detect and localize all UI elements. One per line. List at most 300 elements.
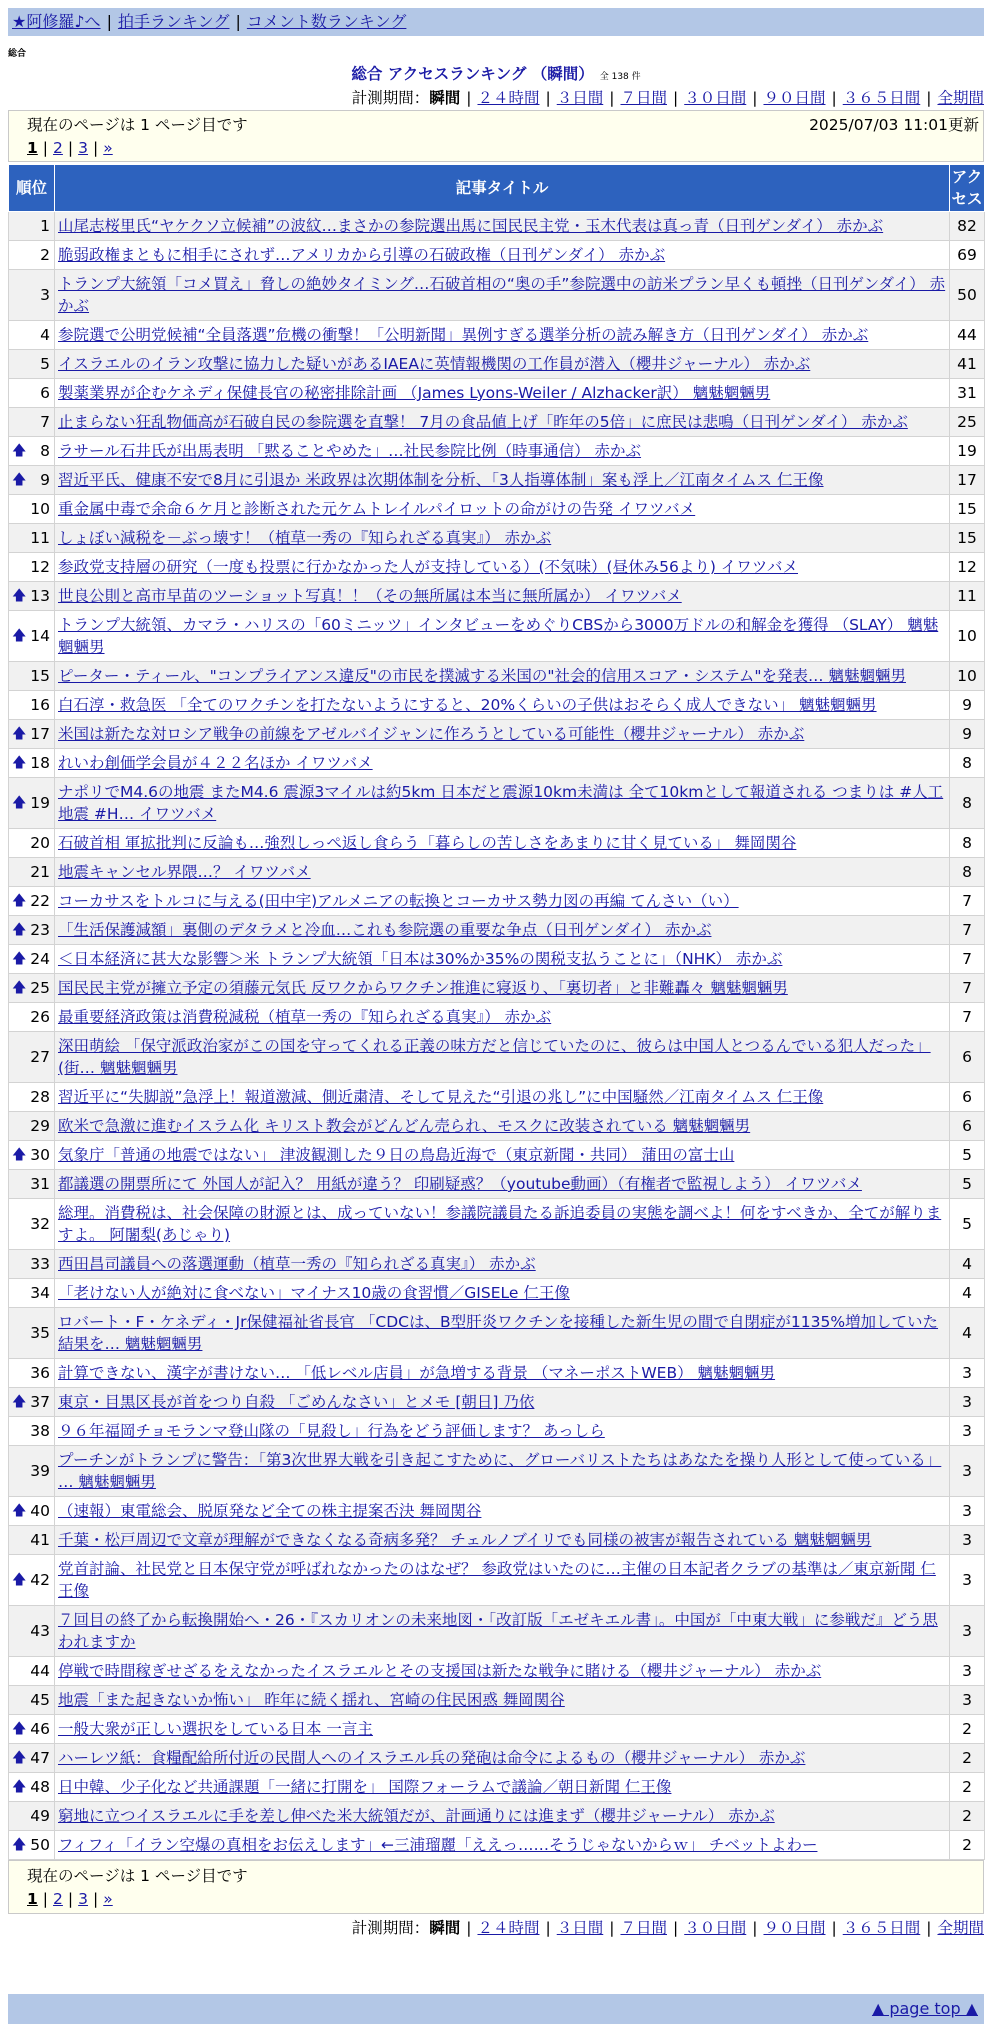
page-separator: | — [42, 139, 49, 157]
article-link[interactable]: 窮地に立つイスラエルに手を差し伸べた米大統領だが、計画通りには進まず（櫻井ジャーナル） 赤かぶ — [58, 1807, 775, 1825]
top-navigation — [8, 8, 984, 36]
next-page-link[interactable]: » — [103, 139, 113, 157]
table-row — [9, 1388, 985, 1417]
title-cell — [55, 1497, 950, 1526]
title-cell — [55, 1773, 950, 1802]
rank-number: 35 — [30, 1324, 50, 1342]
table-row — [9, 1715, 985, 1744]
table-row — [9, 437, 985, 466]
rank-number: 19 — [30, 794, 50, 812]
rank-header: 順位 — [9, 165, 55, 212]
table-row — [9, 611, 985, 662]
rank-number: 18 — [30, 754, 50, 772]
article-link[interactable]: 深田萌絵 「保守派政治家がこの国を守ってくれる正義の味方だと信じていたのに、彼らは中国人とつるんでいる犯人だった」(街… 魑魅魍魎男 — [58, 1037, 931, 1077]
table-row — [9, 691, 985, 720]
table-row — [9, 524, 985, 553]
rank-cell — [9, 1003, 55, 1032]
up-arrow-icon: 🡅 — [12, 1572, 27, 1588]
rank-cell — [9, 1112, 55, 1141]
period-label: 計測期間： — [351, 89, 430, 107]
article-link[interactable]: イスラエルのイラン攻撃に協力した疑いがあるIAEAに英情報機関の工作員が潜入（櫻井ジャーナル） 赤かぶ — [58, 355, 811, 373]
page-link[interactable]: 3 — [78, 1890, 89, 1908]
article-link[interactable]: 党首討論、社民党と日本保守党が呼ばれなかったのはなぜ？ 参政党はいたのに…主催の日本記者クラブの基準は／東京新聞 仁王像 — [58, 1560, 936, 1600]
rank-cell — [9, 1170, 55, 1199]
rank-number: 29 — [30, 1117, 50, 1135]
article-link[interactable]: 石破首相 軍拡批判に反論も…強烈しっぺ返し食らう「暮らしの苦しさをあまりに甘く見ている」 舞岡関谷 — [58, 834, 797, 852]
title-cell — [55, 379, 950, 408]
title-cell — [55, 1686, 950, 1715]
period-option-link[interactable]: ３日間 — [556, 1919, 604, 1937]
rank-cell — [9, 1032, 55, 1083]
access-count: 50 — [950, 270, 985, 321]
article-link[interactable]: 計算できない、漢字が書けない… 「低レベル店員」が急増する背景 （マネーポストWEB） 魑魅魍魎男 — [58, 1364, 776, 1382]
rank-cell — [9, 1083, 55, 1112]
article-link[interactable]: プーチンがトランプに警告：「第3次世界大戦を引き起こすために、グローバリストたちはあなたを操り人形として使っている」 … 魑魅魍魎男 — [58, 1451, 942, 1491]
period-option-link[interactable]: ９０日間 — [763, 89, 826, 107]
page-separator: | — [93, 1890, 99, 1908]
table-row — [9, 1773, 985, 1802]
rank-cell — [9, 1831, 55, 1860]
rank-number: 10 — [30, 500, 50, 518]
title-cell — [55, 1657, 950, 1686]
page-separator: | — [67, 1890, 74, 1908]
rank-cell — [9, 829, 55, 858]
access-count: 7 — [950, 916, 985, 945]
table-row — [9, 1657, 985, 1686]
up-arrow-icon: 🡅 — [12, 1394, 27, 1410]
up-arrow-icon: 🡅 — [12, 1503, 27, 1519]
table-row — [9, 1032, 985, 1083]
up-arrow-icon: 🡅 — [12, 443, 27, 459]
table-row — [9, 408, 985, 437]
title-cell — [55, 1032, 950, 1083]
article-link[interactable]: 世良公則と高市早苗のツーショット写真！！（その無所属は本当に無所属か） イワツバメ — [58, 587, 682, 605]
rank-number: 3 — [40, 286, 50, 304]
up-arrow-icon: 🡅 — [12, 1750, 27, 1766]
rank-cell — [9, 945, 55, 974]
title-cell — [55, 1083, 950, 1112]
period-option-link[interactable]: ３６５日間 — [842, 89, 921, 107]
rank-cell — [9, 720, 55, 749]
rank-cell — [9, 1446, 55, 1497]
title-cell — [55, 778, 950, 829]
article-link[interactable]: ＜日本経済に甚大な影響＞米 トランプ大統領「日本は30%か35%の関税支払うことに」（NHK） 赤かぶ — [58, 950, 783, 968]
article-link[interactable]: 参政党支持層の研究（一度も投票に行かなかった人が支持している）(不気味）(昼休み56より) イワツバメ — [58, 558, 798, 576]
table-row — [9, 582, 985, 611]
up-arrow-icon: 🡅 — [12, 1147, 27, 1163]
table-row — [9, 1359, 985, 1388]
access-count: 41 — [950, 350, 985, 379]
title-cell — [55, 1308, 950, 1359]
access-count: 17 — [950, 466, 985, 495]
up-arrow-icon: 🡅 — [12, 980, 27, 996]
rank-number: 31 — [30, 1175, 50, 1193]
rank-number: 22 — [30, 892, 50, 910]
article-link[interactable]: 総理。消費税は、社会保障の財源とは、成っていない！参議院議員たる訴追委員の実態を調べよ！何をすべきか、全てが解りますよ。 阿闍梨(あじゃり) — [58, 1204, 942, 1244]
page-title — [0, 62, 992, 84]
rank-number: 14 — [30, 627, 50, 645]
title-cell — [55, 1831, 950, 1860]
article-link[interactable]: れいわ創価学会員が４２２名ほか イワツバメ — [58, 754, 373, 772]
paging-box-top — [8, 110, 984, 162]
access-count: 6 — [950, 1083, 985, 1112]
access-count: 5 — [950, 1141, 985, 1170]
page-link[interactable]: 2 — [53, 139, 63, 157]
pagination-top — [27, 137, 983, 160]
rank-cell — [9, 1417, 55, 1446]
rank-number: 25 — [30, 979, 50, 997]
article-link[interactable]: トランプ大統領「コメ買え」脅しの絶妙タイミング…石破首相の“奥の手”参院選中の訪米プラン早くも頓挫（日刊ゲンダイ） 赤かぶ — [58, 275, 946, 315]
table-row — [9, 350, 985, 379]
access-count: 8 — [950, 749, 985, 778]
access-count: 9 — [950, 720, 985, 749]
period-current: 瞬間 — [429, 89, 461, 107]
period-separator: | — [752, 1919, 758, 1937]
access-count: 3 — [950, 1657, 985, 1686]
article-link[interactable]: 習近平氏、健康不安で8月に引退か 米政界は次期体制を分析、「3人指導体制」案も浮上／江南タイムス 仁王像 — [58, 471, 824, 489]
rank-number: 30 — [30, 1146, 50, 1164]
article-link[interactable]: （速報）東電総会、脱原発など全ての株主提案否決 舞岡関谷 — [58, 1502, 482, 1520]
rank-number: 7 — [40, 413, 50, 431]
rank-cell — [9, 495, 55, 524]
access-count: 7 — [950, 1003, 985, 1032]
ranking-title: 総合 アクセスランキング （瞬間） — [351, 65, 594, 83]
period-label: 計測期間： — [351, 1919, 430, 1937]
page-link[interactable]: 2 — [53, 1890, 63, 1908]
period-separator: | — [609, 1919, 615, 1937]
rank-number: 20 — [30, 834, 50, 852]
article-link[interactable]: 地震キャンセル界隈…？ イワツバメ — [58, 863, 311, 881]
title-cell — [55, 1170, 950, 1199]
period-separator: | — [926, 89, 932, 107]
article-link[interactable]: ハーレツ紙：食糧配給所付近の民間人へのイスラエル兵の発砲は命令によるもの（櫻井ジャーナル） 赤かぶ — [58, 1749, 806, 1767]
title-cell — [55, 1526, 950, 1555]
rank-cell — [9, 408, 55, 437]
title-cell — [55, 408, 950, 437]
access-count: 5 — [950, 1199, 985, 1250]
table-row — [9, 321, 985, 350]
title-cell — [55, 270, 950, 321]
title-cell — [55, 1417, 950, 1446]
title-cell — [55, 212, 950, 241]
rank-cell — [9, 1606, 55, 1657]
up-arrow-icon: 🡅 — [12, 1837, 27, 1853]
access-count: 3 — [950, 1686, 985, 1715]
period-option-link[interactable]: ２４時間 — [477, 1919, 540, 1937]
rank-cell — [9, 611, 55, 662]
access-count: 7 — [950, 974, 985, 1003]
title-cell — [55, 1003, 950, 1032]
period-option-link[interactable]: 全期間 — [937, 1919, 984, 1937]
current-page-number: 1 — [27, 139, 38, 157]
table-row — [9, 1170, 985, 1199]
page-status: 現在のページは 1 ページ目です — [27, 116, 248, 134]
period-separator: | — [926, 1919, 932, 1937]
rank-cell — [9, 321, 55, 350]
period-option-link[interactable]: 全期間 — [937, 89, 984, 107]
title-cell — [55, 611, 950, 662]
article-link[interactable]: 止まらない狂乱物価高が石破自民の参院選を直撃！ 7月の食品値上げ「昨年の5倍」に庶民は悲鳴（日刊ゲンダイ） 赤かぶ — [58, 413, 908, 431]
article-link[interactable]: 西田昌司議員への落選運動（植草一秀の『知られざる真実』） 赤かぶ — [58, 1255, 536, 1273]
page-link[interactable]: 3 — [78, 139, 89, 157]
table-row — [9, 1417, 985, 1446]
period-separator: | — [466, 1919, 472, 1937]
rank-number: 21 — [30, 863, 50, 881]
title-cell — [55, 1199, 950, 1250]
rank-cell — [9, 691, 55, 720]
access-count: 4 — [950, 1250, 985, 1279]
article-link[interactable]: 「生活保護減額」裏側のデタラメと冷血…これも参院選の重要な争点（日刊ゲンダイ） 赤かぶ — [58, 921, 712, 939]
up-arrow-icon: 🡅 — [12, 472, 27, 488]
title-cell — [55, 350, 950, 379]
rank-cell — [9, 887, 55, 916]
article-link[interactable]: ロバート・F・ケネディ・Jr保健福祉省長官 「CDCは、B型肝炎ワクチンを接種した新生児の間で自閉症が1135%増加していた結果を… 魑魅魍魎男 — [58, 1313, 939, 1353]
period-separator: | — [545, 89, 551, 107]
period-separator: | — [545, 1919, 551, 1937]
title-cell — [55, 466, 950, 495]
access-count: 2 — [950, 1744, 985, 1773]
rank-cell — [9, 582, 55, 611]
access-count: 3 — [950, 1497, 985, 1526]
rank-cell — [9, 1199, 55, 1250]
article-link[interactable]: 米国は新たな対ロシア戦争の前線をアゼルバイジャンに作ろうとしている可能性（櫻井ジャーナル） 赤かぶ — [58, 725, 805, 743]
period-separator: | — [752, 89, 758, 107]
page-separator: | — [93, 139, 99, 157]
table-row — [9, 1555, 985, 1606]
table-row — [9, 1497, 985, 1526]
article-link[interactable]: 重金属中毒で余命６ケ月と診断された元ケムトレイルパイロットの命がけの告発 イワツバメ — [58, 500, 696, 518]
access-count: 4 — [950, 1308, 985, 1359]
title-cell — [55, 858, 950, 887]
table-row — [9, 1199, 985, 1250]
title-cell — [55, 495, 950, 524]
title-cell — [55, 1715, 950, 1744]
period-option-link[interactable]: ３日間 — [556, 89, 604, 107]
access-header: アクセス — [950, 165, 985, 212]
period-option-link[interactable]: ２４時間 — [477, 89, 540, 107]
article-link[interactable]: 気象庁「普通の地震ではない」 津波観測した９日の鳥島近海で（東京新聞・共同） 蒲田の富士山 — [58, 1146, 735, 1164]
article-link[interactable]: ナポリでM4.6の地震 またM4.6 震源3マイルは約5km 日本だと震源10km未満は 全て10kmとして報道される つまりは #人工地震 #H… イワツバメ — [58, 783, 944, 823]
access-count: 2 — [950, 1802, 985, 1831]
title-cell — [55, 945, 950, 974]
rank-cell — [9, 1802, 55, 1831]
rank-cell — [9, 1657, 55, 1686]
next-page-link[interactable]: » — [103, 1890, 113, 1908]
table-row — [9, 1112, 985, 1141]
rank-cell — [9, 1555, 55, 1606]
rank-number: 12 — [30, 558, 50, 576]
title-cell — [55, 1802, 950, 1831]
table-row — [9, 466, 985, 495]
article-link[interactable]: 最重要経済政策は消費税減税（植草一秀の『知られざる真実』） 赤かぶ — [58, 1008, 552, 1026]
rank-number: 50 — [30, 1836, 50, 1854]
article-link[interactable]: ７回目の終了から転換開始へ・26・『スカリオンの未来地図・「改訂版「エゼキエル書」。中国が「中東大戦」に参戦だ』どう思われますか — [58, 1611, 938, 1651]
rank-cell — [9, 241, 55, 270]
rank-cell — [9, 270, 55, 321]
table-row — [9, 1606, 985, 1657]
article-link[interactable]: 「老けない人が絶対に食べない」マイナス10歳の食習慣／GISELe 仁王像 — [58, 1284, 570, 1302]
table-row — [9, 778, 985, 829]
rank-number: 17 — [30, 725, 50, 743]
rank-number: 45 — [30, 1691, 50, 1709]
rank-number: 2 — [40, 246, 50, 264]
rank-number: 38 — [30, 1422, 50, 1440]
table-row — [9, 1141, 985, 1170]
article-link[interactable]: コーカサスをトルコに与える(田中宇)アルメニアの転換とコーカサス勢力図の再編 てんさい（い） — [58, 892, 739, 910]
up-arrow-icon: 🡅 — [12, 951, 27, 967]
rank-cell — [9, 379, 55, 408]
rank-number: 48 — [30, 1778, 50, 1796]
period-separator: | — [609, 89, 615, 107]
article-link[interactable]: 国民民主党が擁立予定の須藤元気氏 反ワクからワクチン推進に寝返り、「裏切者」と非難轟々 魑魅魍魎男 — [58, 979, 788, 997]
period-separator: | — [466, 89, 472, 107]
table-row — [9, 1003, 985, 1032]
access-count: 3 — [950, 1555, 985, 1606]
rank-cell — [9, 1388, 55, 1417]
table-row — [9, 974, 985, 1003]
access-count: 6 — [950, 1032, 985, 1083]
article-link[interactable]: フィフィ「イラン空爆の真相をお伝えします」←三浦瑠麗「ええっ……そうじゃないからｗ」 チベットよわー — [58, 1836, 818, 1854]
total-count: 全 138 件 — [599, 72, 641, 82]
rank-number: 49 — [30, 1807, 50, 1825]
article-link[interactable]: 都議選の開票所にて 外国人が記入？ 用紙が違う？ 印刷疑惑？（youtube動画）（有権者で監視しよう） イワツバメ — [58, 1175, 862, 1193]
clap-ranking-link[interactable]: 拍手ランキング — [117, 12, 230, 31]
title-cell — [55, 662, 950, 691]
article-link[interactable]: ラサール石井氏が出馬表明 「黙ることやめた」…社民参院比例（時事通信） 赤かぶ — [58, 442, 642, 460]
article-link[interactable]: 停戦で時間稼ぎせざるをえなかったイスラエルとその支援国は新たな戦争に賭ける（櫻井ジャーナル） 赤かぶ — [58, 1662, 822, 1680]
table-row — [9, 1279, 985, 1308]
title-cell — [55, 1555, 950, 1606]
period-option-link[interactable]: ３０日間 — [684, 1919, 747, 1937]
article-link[interactable]: 欧米で急激に進むイスラム化 キリスト教会がどんどん売られ、モスクに改装されている 魑魅魍魎男 — [58, 1117, 751, 1135]
table-row — [9, 1744, 985, 1773]
rank-cell — [9, 749, 55, 778]
ranking-table — [8, 164, 985, 1860]
article-link[interactable]: 地震「また起きないか怖い」 昨年に続く揺れ、宮崎の住民困惑 舞岡関谷 — [58, 1691, 565, 1709]
access-count: 3 — [950, 1359, 985, 1388]
table-row — [9, 1802, 985, 1831]
rank-number: 44 — [30, 1662, 50, 1680]
access-count: 3 — [950, 1526, 985, 1555]
title-cell — [55, 241, 950, 270]
access-count: 4 — [950, 1279, 985, 1308]
article-link[interactable]: 千葉・松戸周辺で文章が理解ができなくなる奇病多発？ チェルノブイリでも同様の被害が報告されている 魑魅魍魎男 — [58, 1531, 872, 1549]
article-link[interactable]: 製薬業界が企むケネディ保健長官の秘密排除計画 （James Lyons-Weiler / Alzhacker訳） 魑魅魍魎男 — [58, 384, 771, 402]
access-count: 44 — [950, 321, 985, 350]
period-option-link[interactable]: ９０日間 — [763, 1919, 826, 1937]
home-link[interactable]: ★阿修羅♪へ — [12, 12, 101, 31]
period-option-link[interactable]: ７日間 — [620, 1919, 667, 1937]
table-row — [9, 212, 985, 241]
access-count: 8 — [950, 829, 985, 858]
period-separator: | — [831, 1919, 837, 1937]
access-count: 82 — [950, 212, 985, 241]
access-count: 2 — [950, 1831, 985, 1860]
rank-number: 5 — [40, 355, 50, 373]
title-cell — [55, 1279, 950, 1308]
title-cell — [55, 582, 950, 611]
table-row — [9, 1446, 985, 1497]
rank-number: 41 — [30, 1531, 50, 1549]
rank-cell — [9, 466, 55, 495]
rank-number: 39 — [30, 1462, 50, 1480]
page-separator: | — [67, 139, 74, 157]
rank-cell — [9, 1497, 55, 1526]
access-count: 3 — [950, 1446, 985, 1497]
rank-number: 32 — [30, 1215, 50, 1233]
rank-cell — [9, 350, 55, 379]
article-link[interactable]: しょぼい減税を－ぶっ壊す！（植草一秀の『知られざる真実』） 赤かぶ — [58, 529, 552, 547]
access-count: 11 — [950, 582, 985, 611]
article-link[interactable]: トランプ大統領、カマラ・ハリスの「60ミニッツ」インタビューをめぐりCBSから3000万ドルの和解金を獲得 （SLAY） 魑魅魍魎男 — [58, 616, 939, 656]
period-option-link[interactable]: ３０日間 — [684, 89, 747, 107]
article-link[interactable]: 習近平に“失脚説”急浮上！報道激減、側近粛清、そして見えた“引退の兆し”に中国騒然／江南タイムス 仁王像 — [58, 1088, 824, 1106]
table-row — [9, 379, 985, 408]
access-count: 12 — [950, 553, 985, 582]
article-link[interactable]: 脆弱政権まともに相手にされず…アメリカから引導の石破政権（日刊ゲンダイ） 赤かぶ — [58, 246, 666, 264]
title-cell — [55, 749, 950, 778]
table-row — [9, 270, 985, 321]
table-row — [9, 945, 985, 974]
table-row — [9, 495, 985, 524]
article-link[interactable]: 一般大衆が正しい選択をしている日本 一言主 — [58, 1720, 373, 1738]
page-top-link[interactable]: ▲ page top ▲ — [871, 1999, 978, 2018]
title-cell — [55, 1388, 950, 1417]
rank-number: 13 — [30, 587, 50, 605]
rank-number: 9 — [40, 471, 50, 489]
rank-number: 46 — [30, 1720, 50, 1738]
period-option-link[interactable]: ３６５日間 — [842, 1919, 921, 1937]
title-cell — [55, 1744, 950, 1773]
table-row — [9, 916, 985, 945]
table-row — [9, 858, 985, 887]
article-link[interactable]: 日中韓、少子化など共通課題「一緒に打開を」 国際フォーラムで議論／朝日新聞 仁王像 — [58, 1778, 672, 1796]
title-cell — [55, 1606, 950, 1657]
rank-number: 1 — [40, 217, 50, 235]
rank-cell — [9, 1308, 55, 1359]
access-count: 69 — [950, 241, 985, 270]
title-cell — [55, 321, 950, 350]
rank-cell — [9, 1279, 55, 1308]
rank-number: 47 — [30, 1749, 50, 1767]
comment-ranking-link[interactable]: コメント数ランキング — [246, 12, 407, 31]
article-link[interactable]: ピーター・ティール、"コンプライアンス違反"の市民を撲滅する米国の"社会的信用スコア・システム"を発表… 魑魅魍魎男 — [58, 667, 906, 685]
access-count: 2 — [950, 1715, 985, 1744]
title-cell — [55, 1359, 950, 1388]
access-count: 3 — [950, 1606, 985, 1657]
rank-cell — [9, 974, 55, 1003]
article-link[interactable]: 東京・目黒区長が首をつり自殺 「ごめんなさい」とメモ [朝日] 乃依 — [58, 1393, 535, 1411]
title-cell — [55, 1141, 950, 1170]
up-arrow-icon: 🡅 — [12, 726, 27, 742]
period-option-link[interactable]: ７日間 — [620, 89, 667, 107]
article-link[interactable]: 白石淳・救急医 「全てのワクチンを打たないようにすると、20%くらいの子供はおそらく成人できない」 魑魅魍魎男 — [58, 696, 877, 714]
table-row — [9, 1526, 985, 1555]
rank-cell — [9, 916, 55, 945]
rank-cell — [9, 778, 55, 829]
access-count: 8 — [950, 858, 985, 887]
article-link[interactable]: 参院選で公明党候補“全員落選”危機の衝撃！「公明新聞」異例すぎる選挙分析の読み解き方（日刊ゲンダイ） 赤かぶ — [58, 326, 869, 344]
article-link[interactable]: ９６年福岡チョモランマ登山隊の「見殺し」行為をどう評価します？ あっしら — [58, 1422, 605, 1440]
rank-number: 33 — [30, 1255, 50, 1273]
rank-number: 15 — [30, 667, 50, 685]
rank-cell — [9, 553, 55, 582]
access-count: 31 — [950, 379, 985, 408]
rank-number: 34 — [30, 1284, 50, 1302]
rank-cell — [9, 1744, 55, 1773]
article-link[interactable]: 山尾志桜里氏“ヤケクソ立候補”の波紋…まさかの参院選出馬に国民民主党・玉木代表は真っ青（日刊ゲンダイ） 赤かぶ — [58, 217, 884, 235]
rank-number: 11 — [30, 529, 50, 547]
